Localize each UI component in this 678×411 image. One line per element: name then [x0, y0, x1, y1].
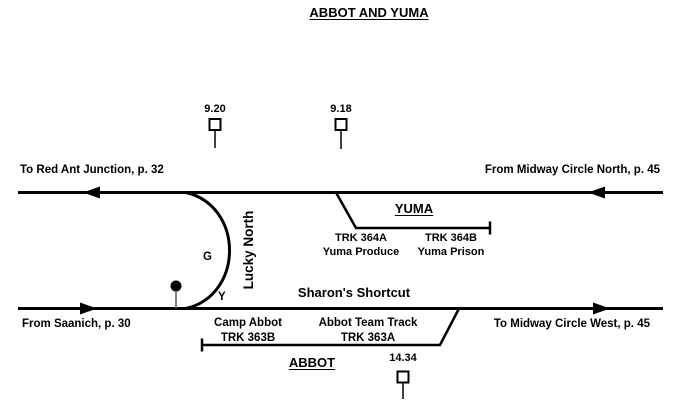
- route-top-right-label: From Midway Circle North, p. 45: [484, 164, 660, 176]
- milepost-9-20-label: 9.20: [204, 103, 226, 115]
- abbot-track-363a-label: [319, 316, 418, 346]
- signal-icon: [171, 281, 182, 292]
- milepost-14-34-marker-icon: [398, 372, 409, 400]
- arrow-left-icon: [83, 187, 100, 199]
- arrow-right-icon: [593, 303, 610, 315]
- milepost-9-18-marker-icon: [336, 119, 347, 149]
- track-number: TRK 363B: [220, 332, 276, 344]
- track-number: TRK 364A: [335, 232, 387, 244]
- milepost-14-34-label: 14.34: [389, 352, 417, 364]
- milepost-9-18-label: 9.18: [330, 103, 352, 115]
- route-top-left-label: To Red Ant Junction, p. 32: [20, 164, 164, 176]
- yuma-track-364a-label: [323, 232, 399, 259]
- abbot-track-363b-label: [214, 316, 282, 346]
- facility-name: Camp Abbot: [214, 317, 282, 329]
- facility-name: Abbot Team Track: [318, 317, 418, 329]
- lucky-north-label: Lucky North: [241, 210, 256, 290]
- route-bottom-right-label: To Midway Circle West, p. 45: [493, 318, 650, 330]
- switch-g-label: G: [203, 251, 212, 263]
- milepost-9-20-marker-icon: [210, 119, 221, 148]
- track-number: TRK 364B: [425, 232, 477, 244]
- facility-name: Yuma Produce: [322, 245, 400, 258]
- sharons-shortcut-label: Sharon's Shortcut: [297, 285, 411, 300]
- page-title: ABBOT AND YUMA: [309, 5, 429, 20]
- route-bottom-left-label: From Saanich, p. 30: [22, 318, 131, 330]
- arrow-left-icon: [588, 187, 605, 199]
- station-name-abbot: ABBOT: [288, 355, 336, 370]
- station-name-yuma: YUMA: [394, 201, 434, 216]
- arrow-right-icon: [80, 303, 97, 315]
- switch-y-label: Y: [218, 291, 226, 303]
- yuma-track-364b-label: [418, 232, 485, 259]
- track-number: TRK 363A: [340, 332, 396, 344]
- facility-name: Yuma Prison: [417, 245, 485, 258]
